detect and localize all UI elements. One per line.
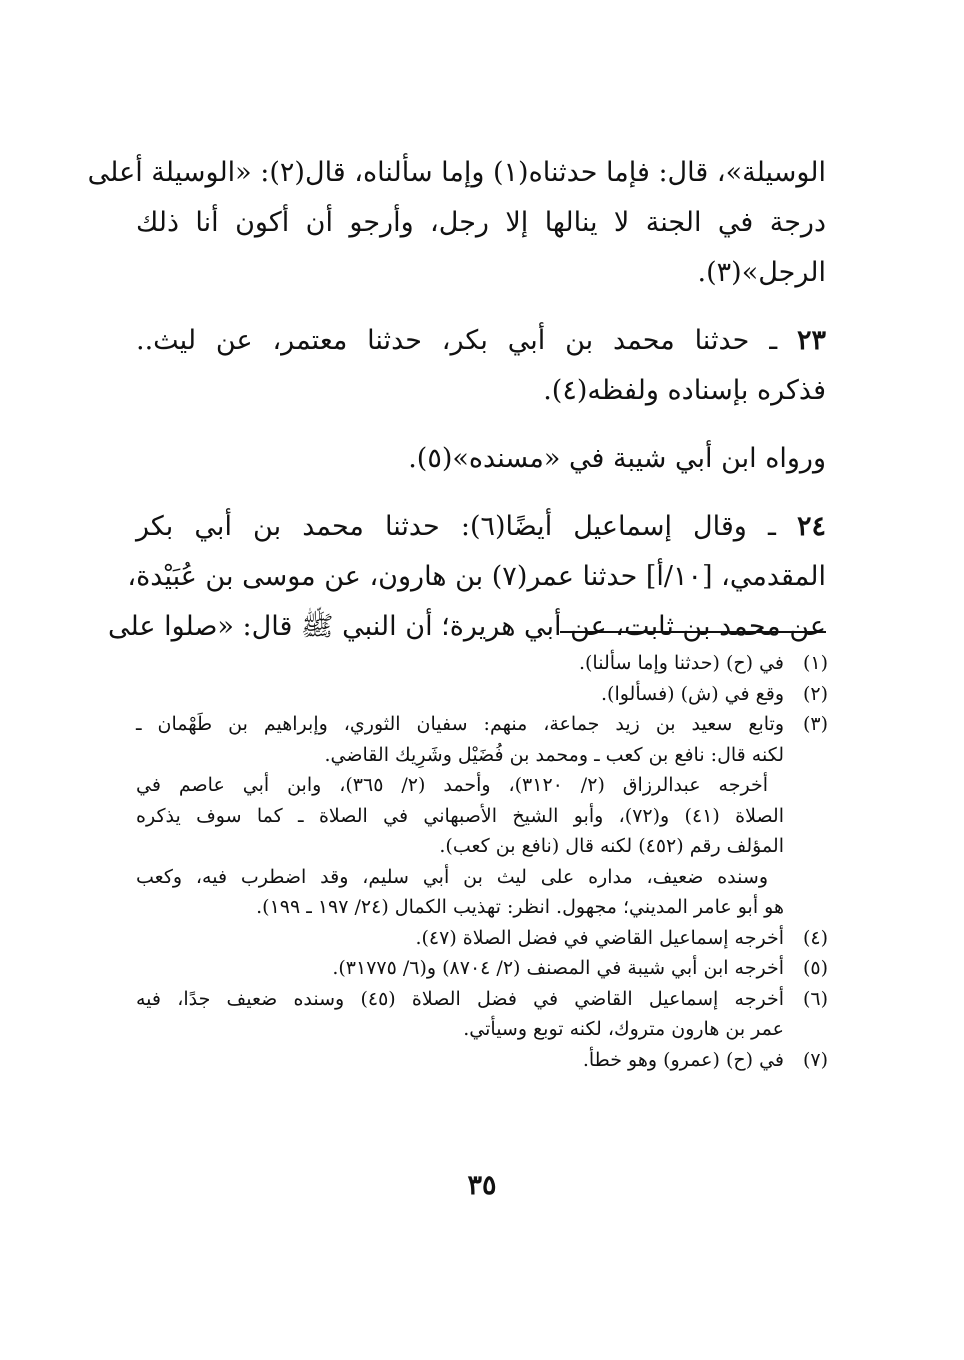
footnote-line: وقع في (ش) (فسألوا). — [601, 682, 784, 705]
text-line: فذكره بإسناده ولفظه(٤). — [543, 375, 826, 406]
footnote-label: (٤) — [802, 926, 828, 949]
footnote-label: (٦) — [802, 987, 828, 1010]
footnote-line: أخرجه ابن أبي شيبة في المصنف (٢/ ٨٧٠٤) و(٦/ ٣١٧٧٥). — [332, 957, 784, 979]
footnote-4 — [136, 923, 828, 954]
footnote-3-takhrij — [136, 770, 828, 862]
footnote-label: (٥) — [802, 957, 828, 979]
text-line: الوسيلة»، قال: فإما حدثناه(١) وإما سألناه، قال(٢): «الوسيلة أعلى — [87, 157, 826, 188]
text-line: درجة في الجنة لا ينالها إلا رجل، وأرجو أن أكون أنا ذلك — [136, 207, 826, 238]
footnotes — [136, 648, 828, 1075]
footnote-line: الصلاة (٤١) و(٧٢)، وأبو الشيخ الأصبهاني في الصلاة ـ كما سوف يذكره — [136, 804, 784, 827]
footnote-separator — [560, 631, 826, 633]
footnote-line: في (ح) (عمرو) وهو خطأ. — [582, 1048, 784, 1071]
footnote-line: المؤلف رقم (٤٥٢) لكنه قال (نافع بن كعب). — [439, 835, 784, 857]
text-line: عن محمد بن ثابت، عن أبي هريرة؛ أن النبي ﷺ قال: «صلوا على — [107, 611, 826, 642]
footnote-line: لكنه قال: نافع بن كعب ـ ومحمد بن فُضَيْل وشَرِيك القاضي. — [324, 743, 784, 766]
main-text — [87, 148, 826, 670]
footnote-line: عمر بن هارون متروك، لكنه توبع وسيأتي. — [463, 1018, 784, 1040]
text-line — [136, 502, 826, 552]
footnote-label: (٣) — [802, 713, 828, 735]
footnote-line: وسنده ضعيف، مداره على ليث بن أبي سليم، وقد اضطرب فيه، وكعب — [136, 865, 768, 888]
footnote-line: أخرجه عبدالرزاق (٢/ ٣١٢٠)، وأحمد (٢/ ٣٦٥)، وابن أبي عاصم في — [136, 774, 768, 796]
footnote-5 — [136, 953, 828, 984]
text-line — [136, 316, 826, 366]
footnote-label: (١) — [802, 652, 828, 674]
paragraph-23 — [136, 316, 826, 416]
footnote-7 — [136, 1045, 828, 1076]
text-line: المقدمي، [١٠/أ] حدثنا عمر(٧) بن هارون، عن موسى بن عُبَيْدة، — [127, 561, 826, 592]
footnote-line: أخرجه إسماعيل القاضي في فضل الصلاة (٤٧). — [415, 926, 784, 949]
text-segment: ـ حدثنا محمد بن أبي بكر، حدثنا معتمر، عن ليث.. — [136, 325, 778, 356]
footnote-3-sanad — [136, 862, 828, 923]
text-segment: ـ وقال إسماعيل أيضًا(٦): حدثنا محمد بن أبي بكر — [136, 511, 776, 542]
hadith-number: ٢٤ — [796, 511, 826, 542]
footnote-line: في (ح) (حدثنا وإما سألنا). — [578, 652, 784, 674]
paragraph-riwaya — [136, 434, 826, 484]
hadith-number: ٢٣ — [796, 325, 826, 356]
footnote-label: (٢) — [802, 682, 828, 705]
footnote-line: هو أبو عامر المديني؛ مجهول. انظر: تهذيب الكمال (٢٤/ ١٩٧ ـ ١٩٩). — [256, 896, 784, 918]
page-number: ٣٥ — [467, 1170, 497, 1201]
footnote-2 — [136, 679, 828, 710]
footnote-line: وتابع سعيد بن زيد جماعة، منهم: سفيان الثوري، وإبراهيم بن طَهْمان ـ — [136, 713, 784, 735]
text-line: الرجل»(٣). — [697, 257, 826, 288]
text-line: ورواه ابن أبي شيبة في «مسنده»(٥). — [408, 443, 826, 474]
footnote-3 — [136, 709, 828, 770]
footnote-line: أخرجه إسماعيل القاضي في فضل الصلاة (٤٥) وسنده ضعيف جدًا، فيه — [136, 987, 784, 1010]
footnote-1 — [136, 648, 828, 679]
paragraph-24 — [107, 502, 826, 652]
paragraph-1 — [87, 148, 826, 298]
footnote-label: (٧) — [802, 1048, 828, 1071]
footnote-6 — [136, 984, 828, 1045]
